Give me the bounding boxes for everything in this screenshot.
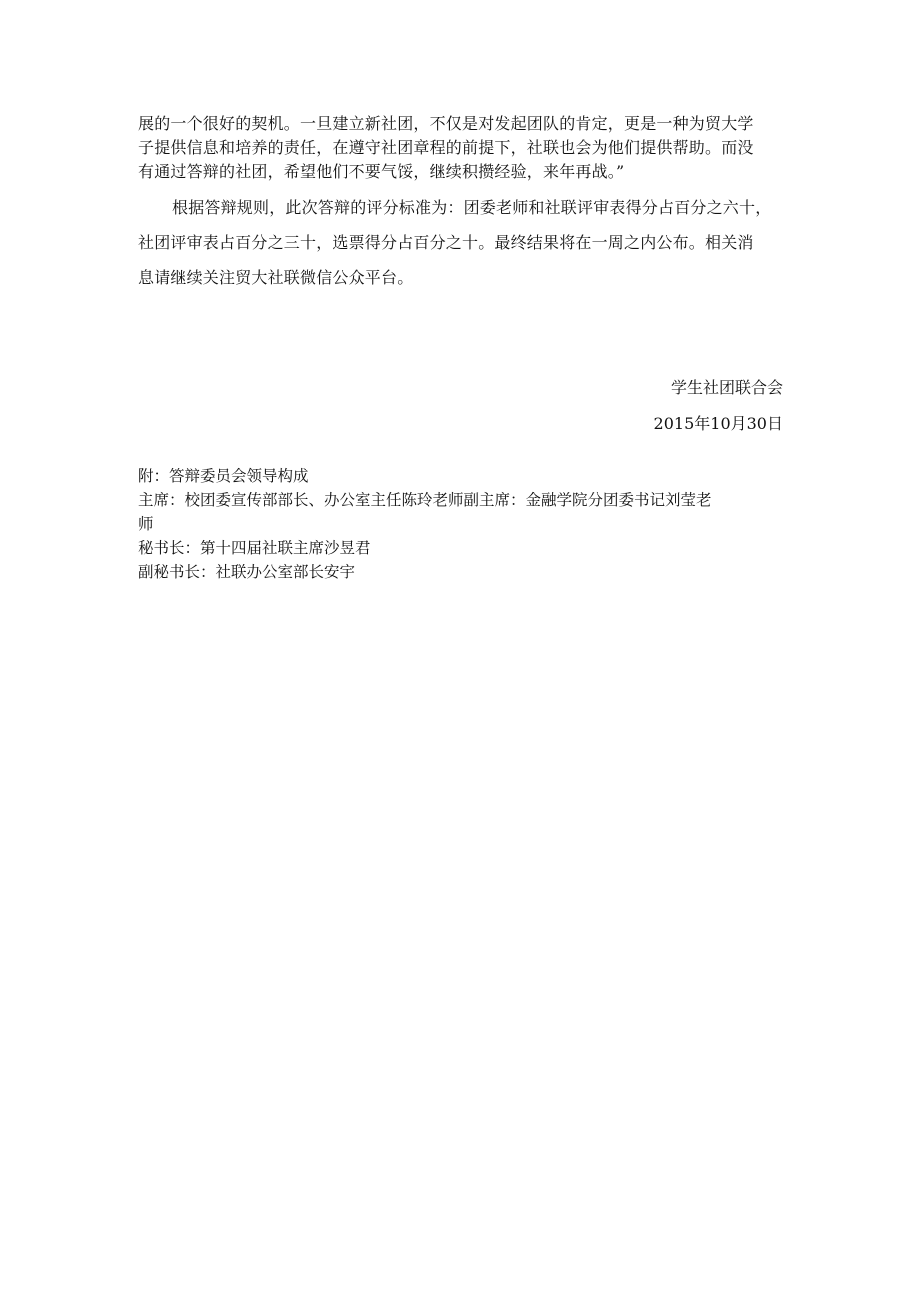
paragraph-line: 展的一个很好的契机。一旦建立新社团，不仅是对发起团队的肯定，更是一种为贸大学	[138, 114, 754, 133]
paragraph-line: 有通过答辩的社团，希望他们不要气馁，继续积攒经验，来年再战。”	[138, 162, 625, 181]
signature-date: 2015年10月30日	[653, 414, 783, 433]
appendix-deputy-secretary: 副秘书长：社联办公室部长安宇	[138, 563, 356, 581]
appendix-chair-line-continued: 师	[138, 515, 154, 533]
paragraph-line: 子提供信息和培养的责任，在遵守社团章程的前提下，社联也会为他们提供帮助。而没	[138, 138, 754, 157]
paragraph-scoring-rules	[138, 190, 783, 295]
appendix-section	[138, 464, 783, 584]
appendix-title: 附：答辩委员会领导构成	[138, 467, 309, 485]
paragraph-line: 根据答辩规则，此次答辩的评分标准为：团委老师和社联评审表得分占百分之六十，	[172, 198, 772, 217]
signature-organization: 学生社团联合会	[670, 378, 783, 397]
paragraph-line: 息请继续关注贸大社联微信公众平台。	[138, 268, 414, 287]
paragraph-line: 社团评审表占百分之三十，选票得分占百分之十。最终结果将在一周之内公布。相关消	[138, 233, 754, 252]
appendix-secretary: 秘书长：第十四届社联主席沙昱君	[138, 539, 371, 557]
appendix-chair-line: 主席：校团委宣传部部长、办公室主任陈玲老师副主席：金融学院分团委书记刘莹老	[138, 491, 712, 509]
paragraph-continuation	[138, 112, 783, 184]
